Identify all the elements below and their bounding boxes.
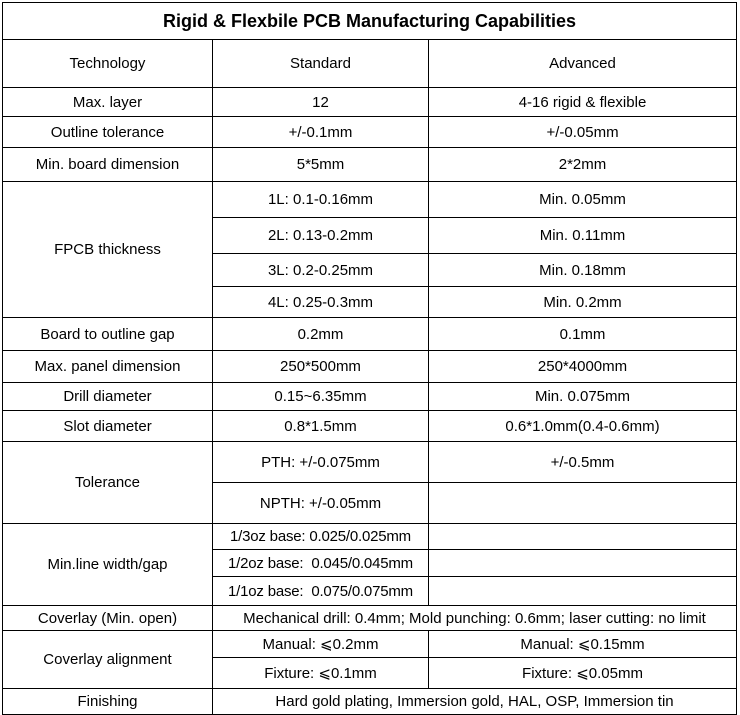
standard-value: 2L: 0.13-0.2mm bbox=[213, 218, 429, 254]
header-technology: Technology bbox=[3, 40, 213, 88]
standard-value: 12 bbox=[213, 88, 429, 117]
row-label: Finishing bbox=[3, 689, 213, 715]
standard-value: 1L: 0.1-0.16mm bbox=[213, 182, 429, 218]
standard-value: 250*500mm bbox=[213, 351, 429, 383]
table-title: Rigid & Flexbile PCB Manufacturing Capabilities bbox=[3, 3, 737, 40]
standard-value: 1/2oz base: 0.045/0.045mm bbox=[213, 550, 429, 577]
row-label: Slot diameter bbox=[3, 411, 213, 442]
standard-value: 0.2mm bbox=[213, 318, 429, 351]
standard-value: 4L: 0.25-0.3mm bbox=[213, 287, 429, 318]
standard-value: NPTH: +/-0.05mm bbox=[213, 483, 429, 524]
advanced-value: Min. 0.18mm bbox=[429, 254, 737, 287]
advanced-value-empty bbox=[429, 577, 737, 606]
advanced-value: Min. 0.2mm bbox=[429, 287, 737, 318]
standard-value: 0.8*1.5mm bbox=[213, 411, 429, 442]
advanced-value: 2*2mm bbox=[429, 148, 737, 182]
row-label: Min. board dimension bbox=[3, 148, 213, 182]
advanced-value: 0.6*1.0mm(0.4-0.6mm) bbox=[429, 411, 737, 442]
row-label: Board to outline gap bbox=[3, 318, 213, 351]
advanced-value: 4-16 rigid & flexible bbox=[429, 88, 737, 117]
advanced-value: Min. 0.05mm bbox=[429, 182, 737, 218]
advanced-value: Fixture: ⩽0.05mm bbox=[429, 658, 737, 689]
advanced-value: Min. 0.11mm bbox=[429, 218, 737, 254]
header-standard: Standard bbox=[213, 40, 429, 88]
standard-value: 5*5mm bbox=[213, 148, 429, 182]
standard-value: Fixture: ⩽0.1mm bbox=[213, 658, 429, 689]
row-label: Min.line width/gap bbox=[3, 524, 213, 606]
capabilities-table bbox=[2, 2, 737, 715]
advanced-value: +/-0.5mm bbox=[429, 442, 737, 483]
standard-value: 1/3oz base: 0.025/0.025mm bbox=[213, 524, 429, 550]
row-label: Outline tolerance bbox=[3, 117, 213, 148]
standard-value: 3L: 0.2-0.25mm bbox=[213, 254, 429, 287]
advanced-value: Min. 0.075mm bbox=[429, 383, 737, 411]
standard-value: 0.15~6.35mm bbox=[213, 383, 429, 411]
advanced-value-empty bbox=[429, 550, 737, 577]
advanced-value-empty bbox=[429, 483, 737, 524]
standard-value: +/-0.1mm bbox=[213, 117, 429, 148]
standard-value: Manual: ⩽0.2mm bbox=[213, 631, 429, 658]
advanced-value: 0.1mm bbox=[429, 318, 737, 351]
row-label: Coverlay (Min. open) bbox=[3, 606, 213, 631]
row-label: FPCB thickness bbox=[3, 182, 213, 318]
advanced-value: Manual: ⩽0.15mm bbox=[429, 631, 737, 658]
advanced-value-empty bbox=[429, 524, 737, 550]
header-advanced: Advanced bbox=[429, 40, 737, 88]
row-label: Max. panel dimension bbox=[3, 351, 213, 383]
row-label: Drill diameter bbox=[3, 383, 213, 411]
row-label: Tolerance bbox=[3, 442, 213, 524]
row-label: Max. layer bbox=[3, 88, 213, 117]
standard-value: PTH: +/-0.075mm bbox=[213, 442, 429, 483]
advanced-value: 250*4000mm bbox=[429, 351, 737, 383]
merged-value: Hard gold plating, Immersion gold, HAL, OSP, Immersion tin bbox=[213, 689, 737, 715]
advanced-value: +/-0.05mm bbox=[429, 117, 737, 148]
standard-value: 1/1oz base: 0.075/0.075mm bbox=[213, 577, 429, 606]
row-label: Coverlay alignment bbox=[3, 631, 213, 689]
merged-value: Mechanical drill: 0.4mm; Mold punching: 0.6mm; laser cutting: no limit bbox=[213, 606, 737, 631]
